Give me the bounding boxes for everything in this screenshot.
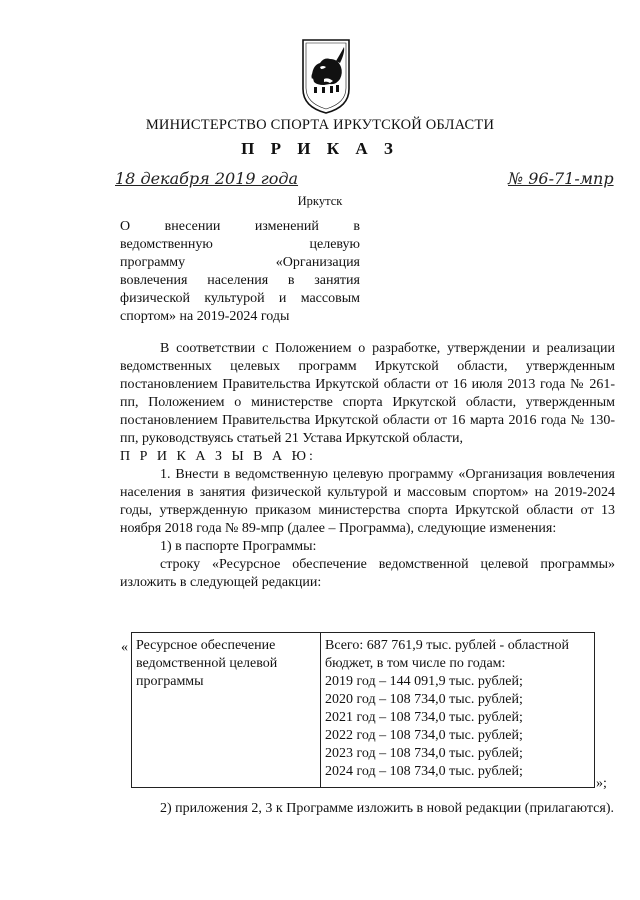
resource-line: 2023 год – 108 734,0 тыс. рублей; [325, 746, 523, 761]
document-body [120, 340, 615, 592]
city: Иркутск [297, 194, 343, 208]
subject-word: и [278, 291, 287, 306]
ministry-name: МИНИСТЕРСТВО СПОРТА ИРКУТСКОЙ ОБЛАСТИ [145, 117, 495, 133]
subject-line [120, 236, 360, 254]
item-1-1-paragraph: 1) в паспорте Программы: [160, 539, 317, 554]
item-1-1-text: строку «Ресурсное обеспечение ведомственной целевой программы» изложить в следующей редакции: [120, 557, 615, 590]
resource-line: 2019 год – 144 091,9 тыс. рублей; [325, 674, 523, 689]
preamble-paragraph: В соответствии с Положением о разработке, утверждении и реализации ведомственных целевых программ Иркутской области, утвержденным постановлением Правительства Иркутской области от 16 июля 2013 года № 261-пп, Положением о министерстве спорта Иркутской области, утвержденным постановлением Правительства Иркутской области от 16 марта 2016 года № 130-пп, руководствуясь статьей 21 Устава Иркутской области, [120, 341, 615, 446]
subject-line [120, 218, 360, 236]
subject-word: целевую [309, 237, 360, 252]
subject-line [120, 308, 360, 326]
document-type: П Р И К А З [241, 139, 399, 158]
subject-word: внесении [164, 219, 221, 234]
handwritten-number: № 96-71-мпр [508, 169, 614, 188]
subject-word: населения [207, 273, 269, 288]
table-row [132, 633, 595, 788]
subject-word: вовлечения [120, 273, 188, 288]
subject-word: культурой [204, 291, 265, 306]
quote-close: »; [596, 776, 607, 791]
resource-line: 2024 год – 108 734,0 тыс. рублей; [325, 764, 523, 779]
subject-line [120, 272, 360, 290]
subject-word: спортом» на 2019-2024 годы [120, 309, 290, 324]
coat-of-arms-icon [300, 37, 352, 115]
resource-label-cell: Ресурсное обеспечение ведомственной целевой программы [132, 633, 321, 788]
resource-table [131, 632, 595, 788]
subject-word: ведомственную [120, 237, 213, 252]
resource-line: 2020 год – 108 734,0 тыс. рублей; [325, 692, 523, 707]
subject-word: «Организация [275, 255, 360, 270]
document-subject [120, 218, 360, 326]
quote-open: « [121, 640, 128, 655]
handwritten-date: 18 декабря 2019 года [115, 169, 299, 188]
item-1-paragraph: 1. Внести в ведомственную целевую программу «Организация вовлечения населения в занятия физической культурой и массовым спортом» на 2019-2024 годы, утвержденную приказом министерства спорта Иркутской области от 13 ноября 2018 года № 89-мпр (далее – Программа), следующие изменения: [120, 467, 615, 536]
subject-word: О [120, 219, 131, 234]
subject-word: в [353, 219, 360, 234]
resource-line: 2021 год – 108 734,0 тыс. рублей; [325, 710, 523, 725]
subject-word: изменений [254, 219, 319, 234]
order-word: П Р И К А З Ы В А Ю: [120, 449, 316, 464]
resource-line: Всего: 687 761,9 тыс. рублей - областной бюджет, в том числе по годам: [325, 638, 570, 671]
subject-line [120, 290, 360, 308]
subject-word: массовым [300, 291, 360, 306]
subject-word: занятия [314, 273, 360, 288]
subject-word: физической [120, 291, 190, 306]
resource-value-cell [321, 633, 595, 788]
resource-line: 2022 год – 108 734,0 тыс. рублей; [325, 728, 523, 743]
subject-line [120, 254, 360, 272]
subject-word: в [287, 273, 295, 288]
subject-word: программу [120, 255, 186, 270]
document-body-continued [120, 800, 615, 818]
item-2-paragraph: 2) приложения 2, 3 к Программе изложить в новой редакции (прилагаются). [160, 801, 614, 816]
